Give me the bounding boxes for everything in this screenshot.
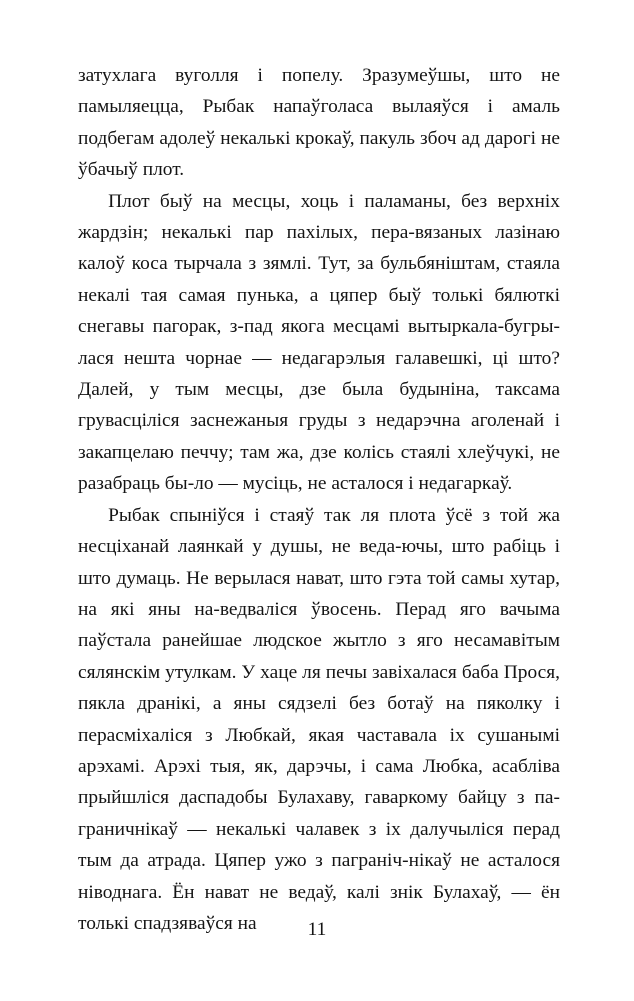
paragraph: Рыбак спыніўся і стаяў так ля плота ўсё з той жа несціханай лаянкай у душы, не веда-ючы, што рабіць і што думаць. Не верылася нават, што гэта той самы хутар, на які яны на-ведваліся ўвосень. Перад яго вачыма паўстала ранейшае людское жытло з яго несамавітым сялянскім утулкам. У хаце ля печы завіхалася баба Прося, пякла дранікі, а яны сядзелі без ботаў на пяколку і перасміхаліся з Любкай, якая частавала іх сушанымі арэхамі. Арэхі тыя, як, дарэчы, і сама Любка, асабліва прыйшліся даспадобы Булахаву, гаваркому байцу з па-граничнікаў — некалькі чалавек з іх далучыліся перад тым да атрада. Цяпер ужо з паграніч-нікаў не асталося ніводнага. Ён нават не ведаў, калі знік Булахаў, — ён толькі спадзяваўся на [78,504,560,934]
page-number: 11 [307,919,327,940]
paragraph: затухлага вуголля і попелу. Зразумеўшы, што не памыляецца, Рыбак напаўголаса вылаяўся і амаль подбегам адолеў некалькі крокаў, пакуль збоч ад дарогі не ўбачыў плот. [78,65,560,181]
paragraph: Плот быў на месцы, хоць і паламаны, без верхніх жардзін; некалькі пар пахілых, пера-вязаных лазінаю калоў коса тырчала з зямлі. Тут, за бульбяніштам, стаяла некалі тая самая пунька, а цяпер быў толькі бялюткі снегавы пагорак, з-пад якога месцамі вытыркала-бугры-лася нешта чорнае — недагарэлыя галавешкі, ці што? Далей, у тым месцы, дзе была будыніна, таксама грувасціліся заснежаныя груды з недарэчна аголенай і закапцелаю печчу; там жа, дзе колісь стаялі хлеўчукі, не разабраць бы-ло — мусіць, не асталося і недагаркаў. [78,190,560,495]
page-body [78,60,560,939]
